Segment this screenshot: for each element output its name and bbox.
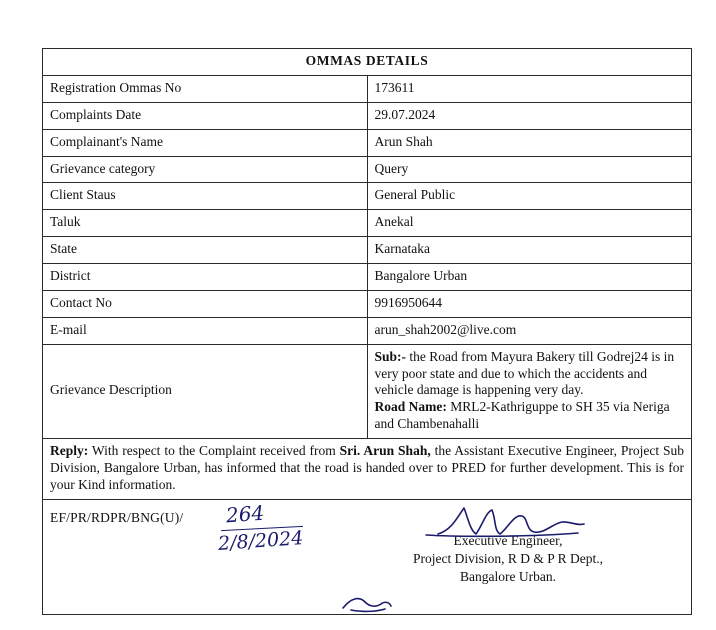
field-label: Client Staus (43, 183, 368, 210)
description-label: Grievance Description (43, 344, 368, 438)
field-label: State (43, 237, 368, 264)
ommas-details-table (42, 48, 692, 500)
road-name-label: Road Name: (374, 399, 447, 415)
field-value: 9916950644 (367, 290, 692, 317)
table-row (43, 290, 692, 317)
ommas-details-document (42, 48, 692, 615)
field-value: General Public (367, 183, 692, 210)
field-label: Complainant's Name (43, 129, 368, 156)
field-label: E-mail (43, 317, 368, 344)
road-name-text: MRL2-Kathriguppe to SH 35 via Neriga and Chambenahalli (374, 399, 670, 432)
table-row (43, 102, 692, 129)
signatory-line-3: Bangalore Urban. (460, 569, 556, 585)
reply-complainant-name: Sri. Arun Shah, (339, 443, 431, 458)
field-label: District (43, 264, 368, 291)
table-row (43, 129, 692, 156)
document-title: OMMAS DETAILS (43, 49, 692, 76)
reference-number: EF/PR/RDPR/BNG(U)/ (50, 509, 184, 525)
field-value: arun_shah2002@live.com (367, 317, 692, 344)
signature-mark (343, 504, 673, 538)
signatory-line-2: Project Division, R D & P R Dept., (412, 550, 603, 566)
field-value: Karnataka (367, 237, 692, 264)
table-row (43, 183, 692, 210)
reply-label: Reply: (50, 443, 89, 458)
table-row (43, 237, 692, 264)
handwritten-reference-number: 264 (225, 500, 265, 527)
field-value: 173611 (367, 75, 692, 102)
table-row (43, 210, 692, 237)
field-label: Taluk (43, 210, 368, 237)
field-value: Bangalore Urban (367, 264, 692, 291)
table-row (43, 156, 692, 183)
field-value: Anekal (367, 210, 692, 237)
subject-label: Sub:- (374, 348, 407, 364)
table-row (43, 75, 692, 102)
table-row (43, 264, 692, 291)
signature-block (42, 500, 692, 615)
signatory-line-1: Executive Engineer, (453, 532, 563, 548)
description-value (367, 344, 692, 438)
handwritten-date: 2/8/2024 (217, 526, 305, 555)
field-label: Registration Ommas No (43, 75, 368, 102)
table-title-row (43, 49, 692, 76)
subject-text: the Road from Mayura Bakery till Godrej24 is in very poor state and due to which the accidents and vehicle damage is happening very day. (374, 348, 675, 398)
field-label: Grievance category (43, 156, 368, 183)
reply-text-after-name: the Assistant Executive Engineer, Project Sub Division, Bangalore Urban, has informed that the road is handed over to PRED for further development. This is for your Kind information. (50, 443, 684, 492)
description-subject-line (375, 349, 685, 400)
field-label: Contact No (43, 290, 368, 317)
reply-text-block (43, 439, 692, 500)
signatory-area (343, 504, 673, 587)
field-value: Arun Shah (367, 129, 692, 156)
table-row (43, 317, 692, 344)
grievance-description-row (43, 344, 692, 438)
reply-row (43, 439, 692, 500)
seal-mark (337, 592, 397, 619)
field-label: Complaints Date (43, 102, 368, 129)
field-value: 29.07.2024 (367, 102, 692, 129)
reply-text-before-name: With respect to the Complaint received from (88, 443, 340, 458)
field-value: Query (367, 156, 692, 183)
description-road-line (375, 399, 685, 433)
